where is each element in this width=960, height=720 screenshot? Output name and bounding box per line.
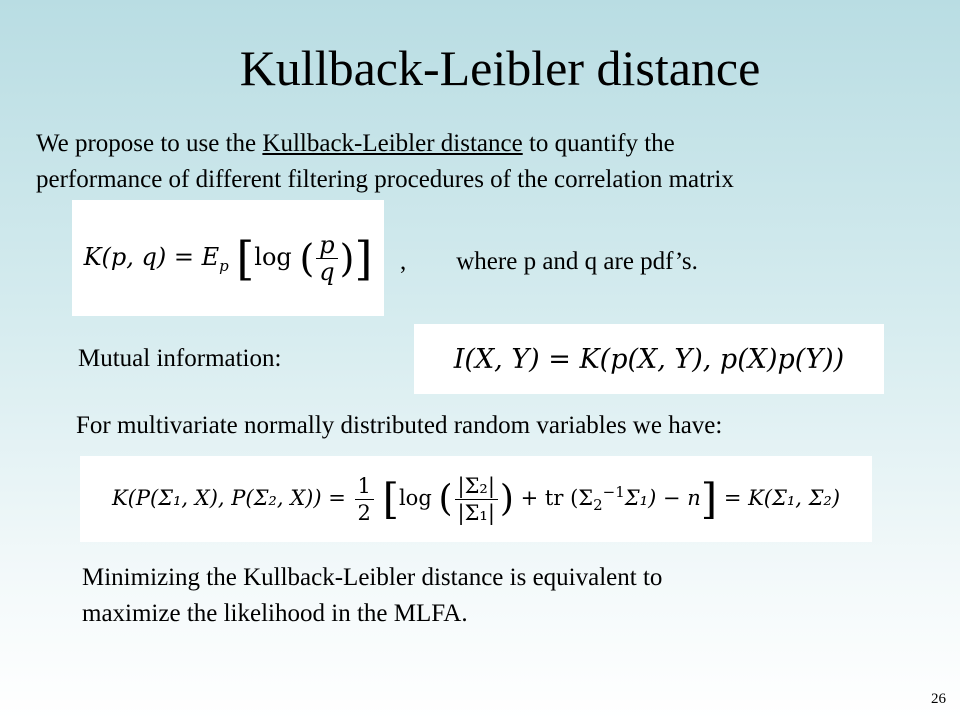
mutual-info-formula-box — [414, 324, 884, 394]
mv-trace-end: Σ₁) − n — [624, 485, 701, 510]
mv-half-num: 1 — [355, 473, 374, 500]
mv-formula-lhs: K(P(Σ₁, X), P(Σ₂, X)) = — [111, 485, 346, 510]
slide-title: Kullback-Leibler distance — [239, 40, 761, 96]
mv-det-num: |Σ₂| — [455, 473, 498, 500]
mv-trace-sub: 2 — [593, 495, 603, 514]
conclusion-paragraph — [82, 560, 662, 632]
intro-text-after: to quantify the — [522, 130, 675, 157]
kl-formula-sub: p — [219, 256, 229, 275]
mv-half-den: 2 — [357, 500, 371, 525]
kl-formula-num: p — [319, 230, 335, 259]
mv-formula-rhs: = K(Σ₁, Σ₂) — [723, 485, 841, 510]
conclusion-line-1: Minimizing the Kullback-Leibler distance is equivalent to — [82, 564, 663, 591]
kl-formula-den: q — [319, 257, 335, 286]
kl-formula: K(p, $q) = E_p$ [log ( $\frac{p}{q}$ )] — [83, 230, 373, 286]
intro-text-before: We propose to use the — [36, 130, 263, 157]
conclusion-line-2: maximize the likelihood in the MLFA. — [82, 600, 468, 627]
page-number: 26 — [931, 691, 946, 707]
kl-formula-log: log — [254, 242, 292, 271]
intro-paragraph — [36, 126, 734, 198]
kl-formula-box — [72, 200, 384, 316]
kl-formula-lhs: K(p, q) = E — [83, 242, 220, 271]
mv-trace-sup: −1 — [602, 482, 625, 501]
mv-trace: + tr (Σ — [520, 485, 594, 510]
mutual-info-formula-text: I(X, Y) = K(p(X, Y), p(X)p(Y)) — [453, 343, 845, 375]
multivariate-formula: K(P(Σ₁, X), P(Σ₂, X)) = $\frac{1}{2}$ [log ( $\frac{\text{|Σ₂|}}{\text{|Σ₁|}}$ ) + tr $(\Sigma_2^{-1}\Sigma_1) - n] = K(\Sigma_1$, Σ₂) — [111, 473, 841, 525]
mv-formula-log: log — [398, 485, 432, 510]
intro-line-2: performance of different filtering procedures of the correlation matrix — [36, 166, 734, 193]
mv-det-den: |Σ₁| — [457, 500, 495, 525]
mutual-info-label: Mutual information: — [78, 345, 282, 372]
pdf-note: , where p and q are pdf’s. — [400, 248, 698, 275]
multivariate-formula-box — [80, 456, 872, 542]
mutual-info-formula — [454, 344, 844, 375]
intro-line-1 — [36, 126, 734, 162]
multivariate-text: For multivariate normally distributed random variables we have: — [76, 412, 723, 439]
kl-distance-link[interactable]: Kullback-Leibler distance — [262, 130, 523, 157]
